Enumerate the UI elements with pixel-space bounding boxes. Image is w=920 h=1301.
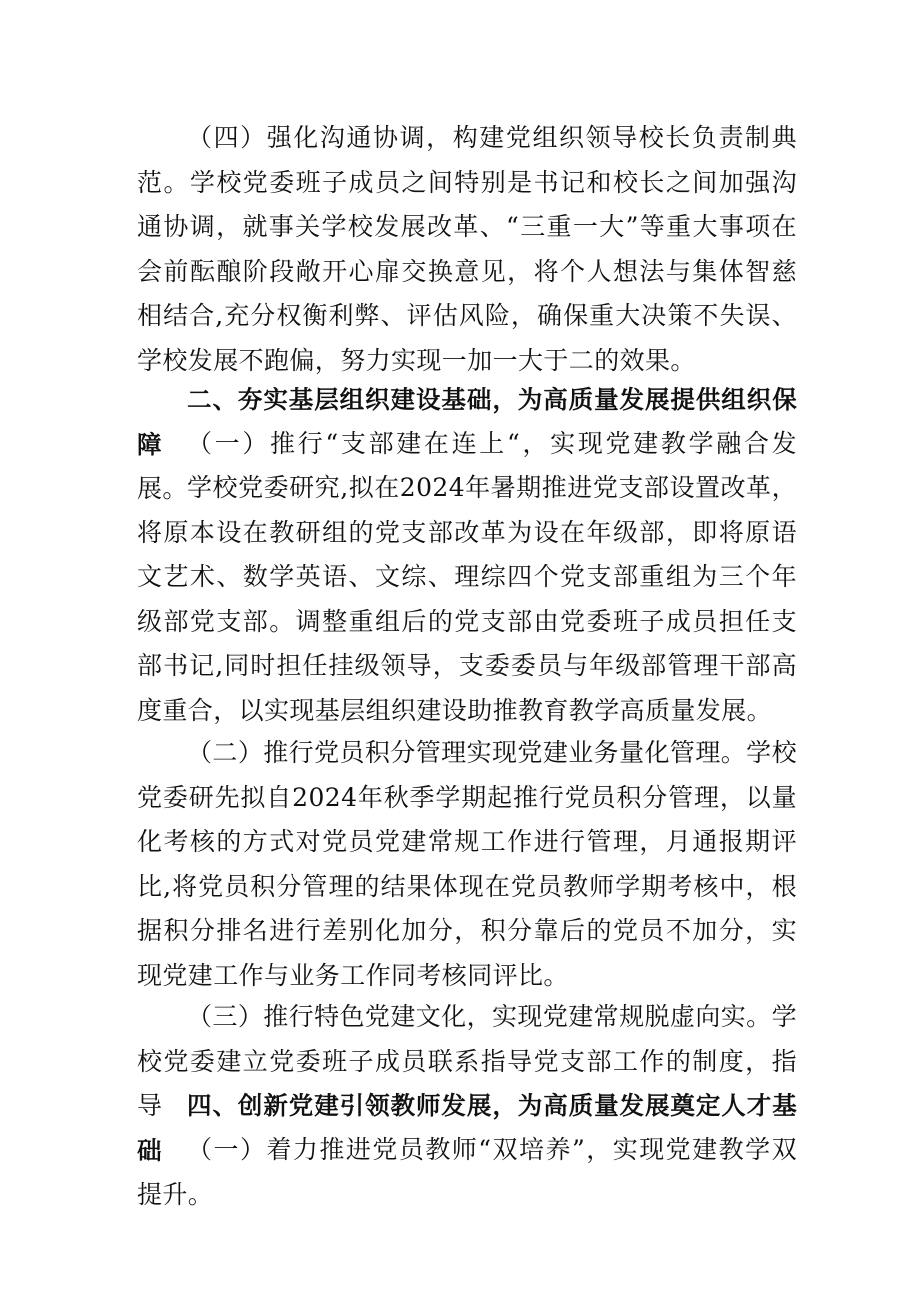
section-heading-four: 四、创新党建引领教师发展，为高质量发展奠定人才基础 — [137, 1091, 797, 1165]
subheading-branch-on-company: （一）推行“支部建在连上“，实现党建教学融合发展。 — [137, 429, 797, 503]
paragraph-branch-reform: 学校党委研究,拟在2024年暑期推进党支部设置改革，将原本设在教研组的党支部改革为设在年级部，即将原语文艺术、数学英语、文综、理综四个党支部重组为三个年级部党支部。调整重组后的党支部由党委班子成员担任支部书记,同时担任挂级领导，支委委员与年级部管理干部高度重合，以实现基层组织建设助推教育教学高质量发展。 — [137, 473, 797, 725]
paragraph-party-culture: （三）推行特色党建文化，实现党建常规脱虚向实。学校党委建立党委班子成员联系指导党支部工作的制度，指导 — [137, 1002, 797, 1120]
subheading-double-cultivation: （一）着力推进党员教师“双培养”，实现党建教学双提升。 — [137, 1135, 797, 1209]
paragraph-strengthen-communication: （四）强化沟通协调，构建党组织领导校长负责制典范。学校党委班子成员之间特别是书记和校长之间加强沟通协调，就事关学校发展改革、“三重一大”等重大事项在会前酝酿阶段敞开心扉交换意见，将个人想法与集体智慈相结合,充分权衡利弊、评估风险，确保重大决策不失误、学校发展不跑偏，努力实现一加一大于二的效果。 — [137, 123, 797, 375]
paragraph-points-management: （二）推行党员积分管理实现党建业务量化管理。学校党委研先拟自2024年秋季学期起推行党员积分管理，以量化考核的方式对党员党建常规工作进行管理，月通报期评比,将党员积分管理的结果体现在党员教师学期考核中，根据积分排名进行差别化加分，积分靠后的党员不加分，实现党建工作与业务工作同考核同评比。 — [137, 738, 797, 990]
section-heading-two: 二、夯实基层组织建设基础，为高质量发展提供组织保障 — [137, 385, 797, 459]
